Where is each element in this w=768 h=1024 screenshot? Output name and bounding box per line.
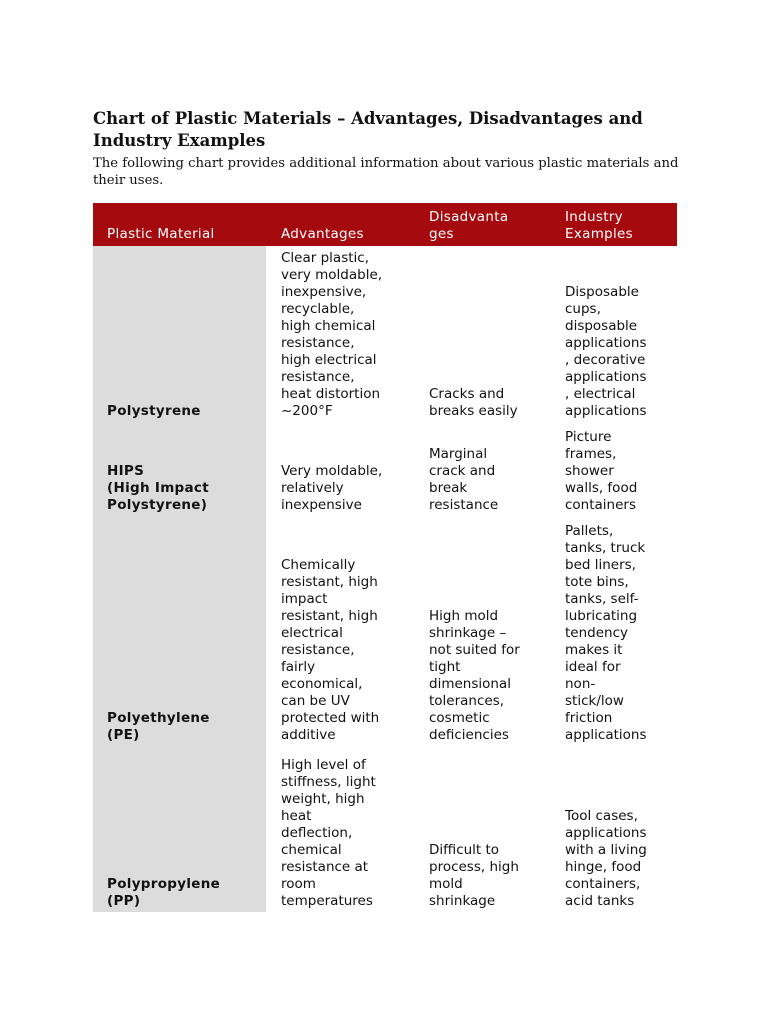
- header-disadvantages: Disadvanta ges: [415, 203, 551, 246]
- advantages-cell: High level of stiffness, light weight, high heat deflection, chemical resistance at room temperatures: [281, 757, 376, 909]
- disadvantages-cell: Cracks and breaks easily: [429, 386, 518, 419]
- material-cell: Polypropylene (PP): [93, 746, 266, 912]
- plastic-materials-table: [93, 203, 677, 912]
- header-plastic-material: Plastic Material: [93, 203, 266, 246]
- table-row: [93, 422, 677, 516]
- industry-examples-cell: Picture frames, shower walls, food containers: [565, 429, 638, 513]
- table-header-row: [93, 203, 677, 246]
- disadvantages-cell: High mold shrinkage – not suited for tight dimensional tolerances, cosmetic deficiencies: [429, 608, 520, 743]
- disadvantages-cell: Marginal crack and break resistance: [429, 446, 499, 513]
- material-cell: Polystyrene: [93, 246, 266, 422]
- document-title: Chart of Plastic Materials – Advantages, Disadvantages and Industry Examples: [93, 109, 643, 150]
- intro-paragraph: The following chart provides additional information about various plastic materials and their uses.: [93, 156, 679, 188]
- advantages-cell: Clear plastic, very moldable, inexpensive, recyclable, high chemical resistance, high electrical resistance, heat distortion ~200°F: [281, 250, 383, 419]
- table-row: [93, 516, 677, 746]
- disadvantages-cell: Difficult to process, high mold shrinkage: [429, 842, 519, 909]
- table-row: [93, 246, 677, 422]
- material-cell: HIPS (High Impact Polystyrene): [93, 422, 266, 516]
- header-industry-examples: Industry Examples: [551, 203, 677, 246]
- industry-examples-cell: Disposable cups, disposable applications , decorative applications , electrical applications: [565, 284, 647, 419]
- material-cell: Polyethylene (PE): [93, 516, 266, 746]
- advantages-cell: Chemically resistant, high impact resistant, high electrical resistance, fairly economical, can be UV protected with additive: [281, 557, 380, 743]
- table-row: [93, 746, 677, 912]
- industry-examples-cell: Pallets, tanks, truck bed liners, tote bins, tanks, self- lubricating tendency makes it ideal for non- stick/low friction applications: [565, 523, 647, 743]
- header-advantages: Advantages: [266, 203, 415, 246]
- advantages-cell: Very moldable, relatively inexpensive: [281, 463, 383, 513]
- industry-examples-cell: Tool cases, applications with a living hinge, food containers, acid tanks: [565, 808, 647, 909]
